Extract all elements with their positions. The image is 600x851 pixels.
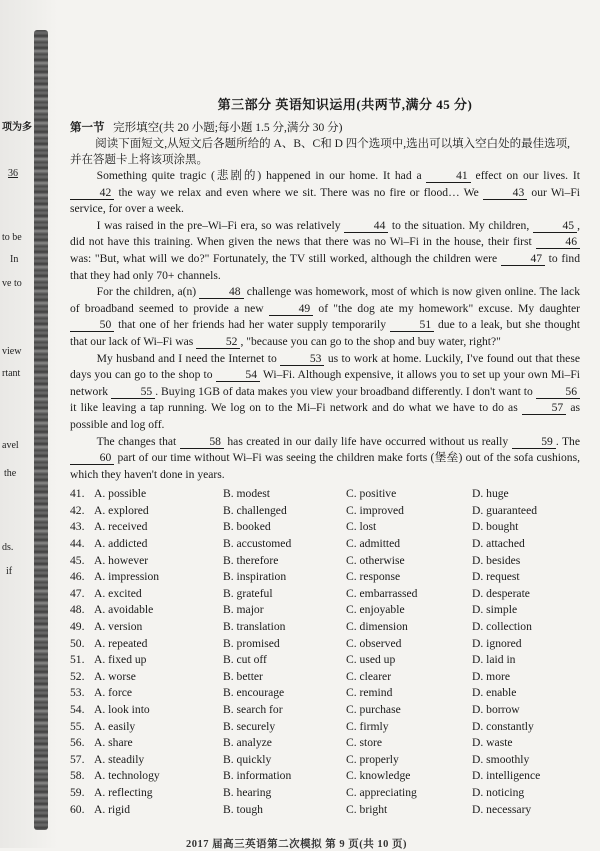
option-a: A. technology: [94, 769, 160, 783]
passage-text: , did not have this training. When given the news that there was no Wi–Fi in the house, their first: [70, 218, 580, 249]
option-b: B. inspiration: [223, 570, 287, 584]
exam-content: [70, 94, 580, 818]
option-row: [70, 719, 580, 736]
subsection-desc: 完形填空(共 20 小题;每小题 1.5 分,满分 30 分): [113, 122, 343, 134]
blank-56: 56: [536, 386, 580, 399]
option-d: D. desperate: [472, 586, 530, 600]
margin-fragment: In: [10, 254, 19, 265]
option-d: D. waste: [472, 736, 513, 750]
subsection-label: 第一节: [70, 122, 105, 134]
option-c: C. embarrassed: [346, 586, 418, 600]
blank-58: 58: [180, 436, 224, 449]
passage-paragraph: [70, 284, 580, 350]
option-a: A. possible: [94, 487, 147, 501]
option-b: B. encourage: [223, 686, 285, 700]
option-d: D. intelligence: [472, 769, 541, 783]
option-c: C. lost: [346, 520, 377, 534]
passage-paragraph: [70, 218, 580, 284]
option-d: D. attached: [472, 537, 525, 551]
passage-text: The changes that: [96, 434, 180, 448]
option-d: D. noticing: [472, 785, 525, 799]
passage-text: I was raised in the pre–Wi–Fi era, so was relatively: [96, 218, 345, 232]
option-d: D. more: [472, 669, 510, 683]
option-row: [70, 619, 580, 636]
option-d: D. collection: [472, 620, 532, 634]
option-b: B. hearing: [223, 785, 272, 799]
option-row: [70, 768, 580, 785]
margin-fragment: the: [4, 468, 17, 479]
passage-text: , "because you can go to the shop and buy water, right?": [240, 334, 501, 348]
option-b: B. search for: [223, 703, 283, 716]
question-number: 54.: [70, 703, 85, 716]
option-c: C. dimension: [346, 620, 408, 634]
option-d: D. necessary: [472, 802, 532, 816]
option-a: A. worse: [94, 669, 136, 683]
option-row: [70, 669, 580, 686]
margin-fragment: if: [6, 566, 13, 577]
passage-paragraph: [70, 434, 580, 484]
option-d: D. borrow: [472, 703, 520, 716]
passage-text: . The: [555, 434, 580, 448]
blank-45: 45: [533, 220, 577, 233]
option-a: A. received: [94, 520, 148, 534]
binding-shadow: [34, 30, 48, 830]
instructions: 阅读下面短文,从短文后各题所给的 A、B、C和 D 四个选项中,选出可以填入空白处的最佳选项,并在答题卡上将该项涂黑。: [70, 138, 570, 166]
blank-43: 43: [483, 187, 527, 200]
blank-50: 50: [70, 319, 114, 332]
passage-text: it like leaving a tap running. We log on to the Mi–Fi network and do what we have to do as: [70, 401, 522, 415]
option-row: [70, 536, 580, 553]
passage-text: that one of her friends had her water supply temporarily: [114, 318, 390, 332]
margin-fragment: avel: [2, 440, 19, 451]
blank-52: 52: [196, 336, 240, 349]
option-c: C. enjoyable: [346, 603, 405, 617]
option-row: [70, 785, 580, 802]
option-b: B. promised: [223, 636, 280, 650]
passage-paragraph: [70, 168, 580, 218]
option-d: D. constantly: [472, 719, 534, 733]
blank-54: 54: [216, 369, 260, 382]
passage-text: has created in our daily life have occurred without us really: [223, 434, 512, 448]
blank-44: 44: [344, 220, 388, 233]
option-c: C. clearer: [346, 669, 392, 683]
option-d: D. bought: [472, 520, 519, 534]
blank-55: 55: [111, 386, 155, 399]
option-a: A. excited: [94, 586, 142, 600]
option-a: A. rigid: [94, 802, 131, 816]
option-b: B. better: [223, 669, 263, 683]
options-list: [70, 486, 580, 818]
option-c: C. positive: [346, 487, 397, 501]
option-c: C. admitted: [346, 537, 401, 551]
option-c: C. store: [346, 736, 383, 750]
margin-fragment: 项为多: [2, 122, 32, 133]
cloze-passage: [70, 168, 580, 483]
option-a: A. reflecting: [94, 785, 153, 799]
option-row: [70, 519, 580, 536]
option-c: C. otherwise: [346, 553, 405, 567]
question-number: 42.: [70, 503, 85, 517]
option-d: D. besides: [472, 553, 521, 567]
blank-51: 51: [390, 319, 434, 332]
blank-60: 60: [70, 452, 114, 465]
question-number: 56.: [70, 736, 85, 750]
question-number: 59.: [70, 785, 85, 799]
option-b: B. modest: [223, 487, 271, 501]
blank-57: 57: [522, 402, 566, 415]
passage-text: For the children, a(n): [96, 285, 200, 299]
passage-text: Something quite tragic (悲剧的) happened in our home. It had a: [96, 169, 427, 182]
option-c: C. properly: [346, 752, 399, 766]
margin-fragment: view: [2, 346, 22, 357]
option-a: A. steadily: [94, 752, 145, 766]
option-d: D. smoothly: [472, 752, 530, 766]
page-footer: 2017 届高三英语第二次模拟 第 9 页(共 10 页): [186, 839, 407, 850]
option-c: C. used up: [346, 653, 396, 667]
option-row: [70, 802, 580, 819]
option-c: C. appreciating: [346, 785, 417, 799]
option-d: D. request: [472, 570, 520, 584]
passage-text: due to a leak, but she thought that our lack of Wi–Fi was: [70, 318, 580, 348]
passage-text: challenge was homework, most of which is now given online. The lack of broadband seemed to provide a new: [70, 285, 580, 315]
question-number: 47.: [70, 586, 85, 600]
option-a: A. explored: [94, 503, 149, 517]
passage-text: to the situation. My children,: [388, 218, 533, 232]
passage-text: to find that they had only 70+ channels.: [70, 251, 581, 282]
blank-53: 53: [280, 353, 324, 366]
option-row: [70, 636, 580, 653]
passage-text: of "the dog ate my homework" excuse. My daughter: [313, 301, 580, 315]
option-b: B. accustomed: [223, 537, 292, 551]
option-row: [70, 735, 580, 752]
option-d: D. enable: [472, 686, 517, 700]
question-number: 51.: [70, 653, 85, 667]
question-number: 52.: [70, 669, 85, 683]
margin-fragment: to be: [2, 232, 22, 243]
question-number: 55.: [70, 719, 85, 733]
passage-text: . Buying 1GB of data makes you view your broadband differently. I don't want to: [155, 384, 536, 398]
question-number: 57.: [70, 752, 85, 766]
option-a: A. fixed up: [94, 653, 147, 667]
option-row: [70, 702, 580, 719]
option-b: B. information: [223, 769, 292, 783]
option-row: [70, 586, 580, 603]
option-d: D. ignored: [472, 636, 522, 650]
option-b: B. booked: [223, 520, 271, 534]
question-number: 48.: [70, 603, 85, 617]
option-row: [70, 652, 580, 669]
question-number: 43.: [70, 520, 85, 534]
blank-59: 59: [512, 436, 556, 449]
passage-text: effect on our lives. It: [470, 169, 580, 182]
option-c: C. purchase: [346, 703, 401, 716]
blank-46: 46: [536, 236, 580, 249]
option-b: B. analyze: [223, 736, 272, 750]
option-a: A. easily: [94, 719, 136, 733]
option-c: C. response: [346, 570, 401, 584]
option-b: B. grateful: [223, 586, 273, 600]
option-a: A. share: [94, 736, 133, 750]
option-row: [70, 752, 580, 769]
question-number: 44.: [70, 537, 85, 551]
passage-text: My husband and I need the Internet to: [96, 351, 281, 365]
question-number: 45.: [70, 553, 85, 567]
passage-text: Wi–Fi. Although expensive, it allows you to set up your own Mi–Fi network: [70, 368, 580, 398]
blank-48: 48: [199, 286, 243, 299]
passage-paragraph: [70, 351, 580, 434]
option-b: B. challenged: [223, 503, 287, 517]
option-b: B. major: [223, 603, 264, 617]
option-d: D. huge: [472, 487, 509, 501]
blank-49: 49: [269, 303, 313, 316]
option-row: [70, 569, 580, 586]
question-number: 53.: [70, 686, 85, 700]
option-c: C. firmly: [346, 719, 389, 733]
passage-text: the way we relax and even where we sit. There was no fire or flood… We: [114, 185, 483, 199]
option-c: C. improved: [346, 503, 404, 517]
question-number: 58.: [70, 769, 85, 783]
blank-42: 42: [70, 187, 114, 200]
question-number: 49.: [70, 620, 85, 634]
option-a: A. impression: [94, 570, 160, 584]
passage-text: part of our time without Wi–Fi was seeing the children make forts (堡垒) out of the sofa cushions, which they haven't done in years.: [70, 451, 580, 481]
question-number: 46.: [70, 570, 85, 584]
passage-text: was: "But, what will we do?" Fortunately, the TV still worked, although the children were: [70, 251, 501, 265]
passage-text: our Wi–Fi service, for over a week.: [70, 185, 580, 216]
passage-text: us to work at home. Luckily, I've found out that these days you can go to the shop to: [70, 351, 580, 382]
option-row: [70, 486, 580, 503]
blank-47: 47: [501, 253, 545, 266]
question-number: 50.: [70, 636, 85, 650]
margin-fragment: rtant: [2, 368, 21, 379]
option-a: A. look into: [94, 703, 150, 716]
option-b: B. tough: [223, 802, 263, 816]
option-a: A. force: [94, 686, 132, 700]
blank-41: 41: [426, 170, 470, 183]
option-a: A. version: [94, 620, 143, 634]
option-c: C. bright: [346, 802, 388, 816]
option-c: C. remind: [346, 686, 393, 700]
option-row: [70, 685, 580, 702]
section-title: 第三部分 英语知识运用(共两节,满分 45 分): [217, 97, 473, 112]
option-c: C. observed: [346, 636, 402, 650]
option-b: B. therefore: [223, 553, 279, 567]
option-row: [70, 602, 580, 619]
option-a: A. avoidable: [94, 603, 154, 617]
margin-fragment: 36: [8, 168, 18, 179]
option-a: A. however: [94, 553, 149, 567]
option-c: C. knowledge: [346, 769, 411, 783]
option-b: B. cut off: [223, 653, 267, 667]
option-row: [70, 553, 580, 570]
margin-fragment: ds.: [2, 542, 14, 553]
option-d: D. simple: [472, 603, 518, 617]
option-row: [70, 503, 580, 520]
option-a: A. repeated: [94, 636, 148, 650]
option-d: D. laid in: [472, 653, 516, 667]
option-b: B. securely: [223, 719, 276, 733]
passage-text: as possible and log off.: [70, 401, 581, 431]
subsection-heading: [70, 119, 580, 135]
option-d: D. guaranteed: [472, 503, 538, 517]
option-b: B. translation: [223, 620, 286, 634]
margin-fragment: ve to: [2, 278, 22, 289]
question-number: 60.: [70, 802, 85, 816]
option-b: B. quickly: [223, 752, 272, 766]
question-number: 41.: [70, 487, 85, 501]
option-a: A. addicted: [94, 537, 148, 551]
